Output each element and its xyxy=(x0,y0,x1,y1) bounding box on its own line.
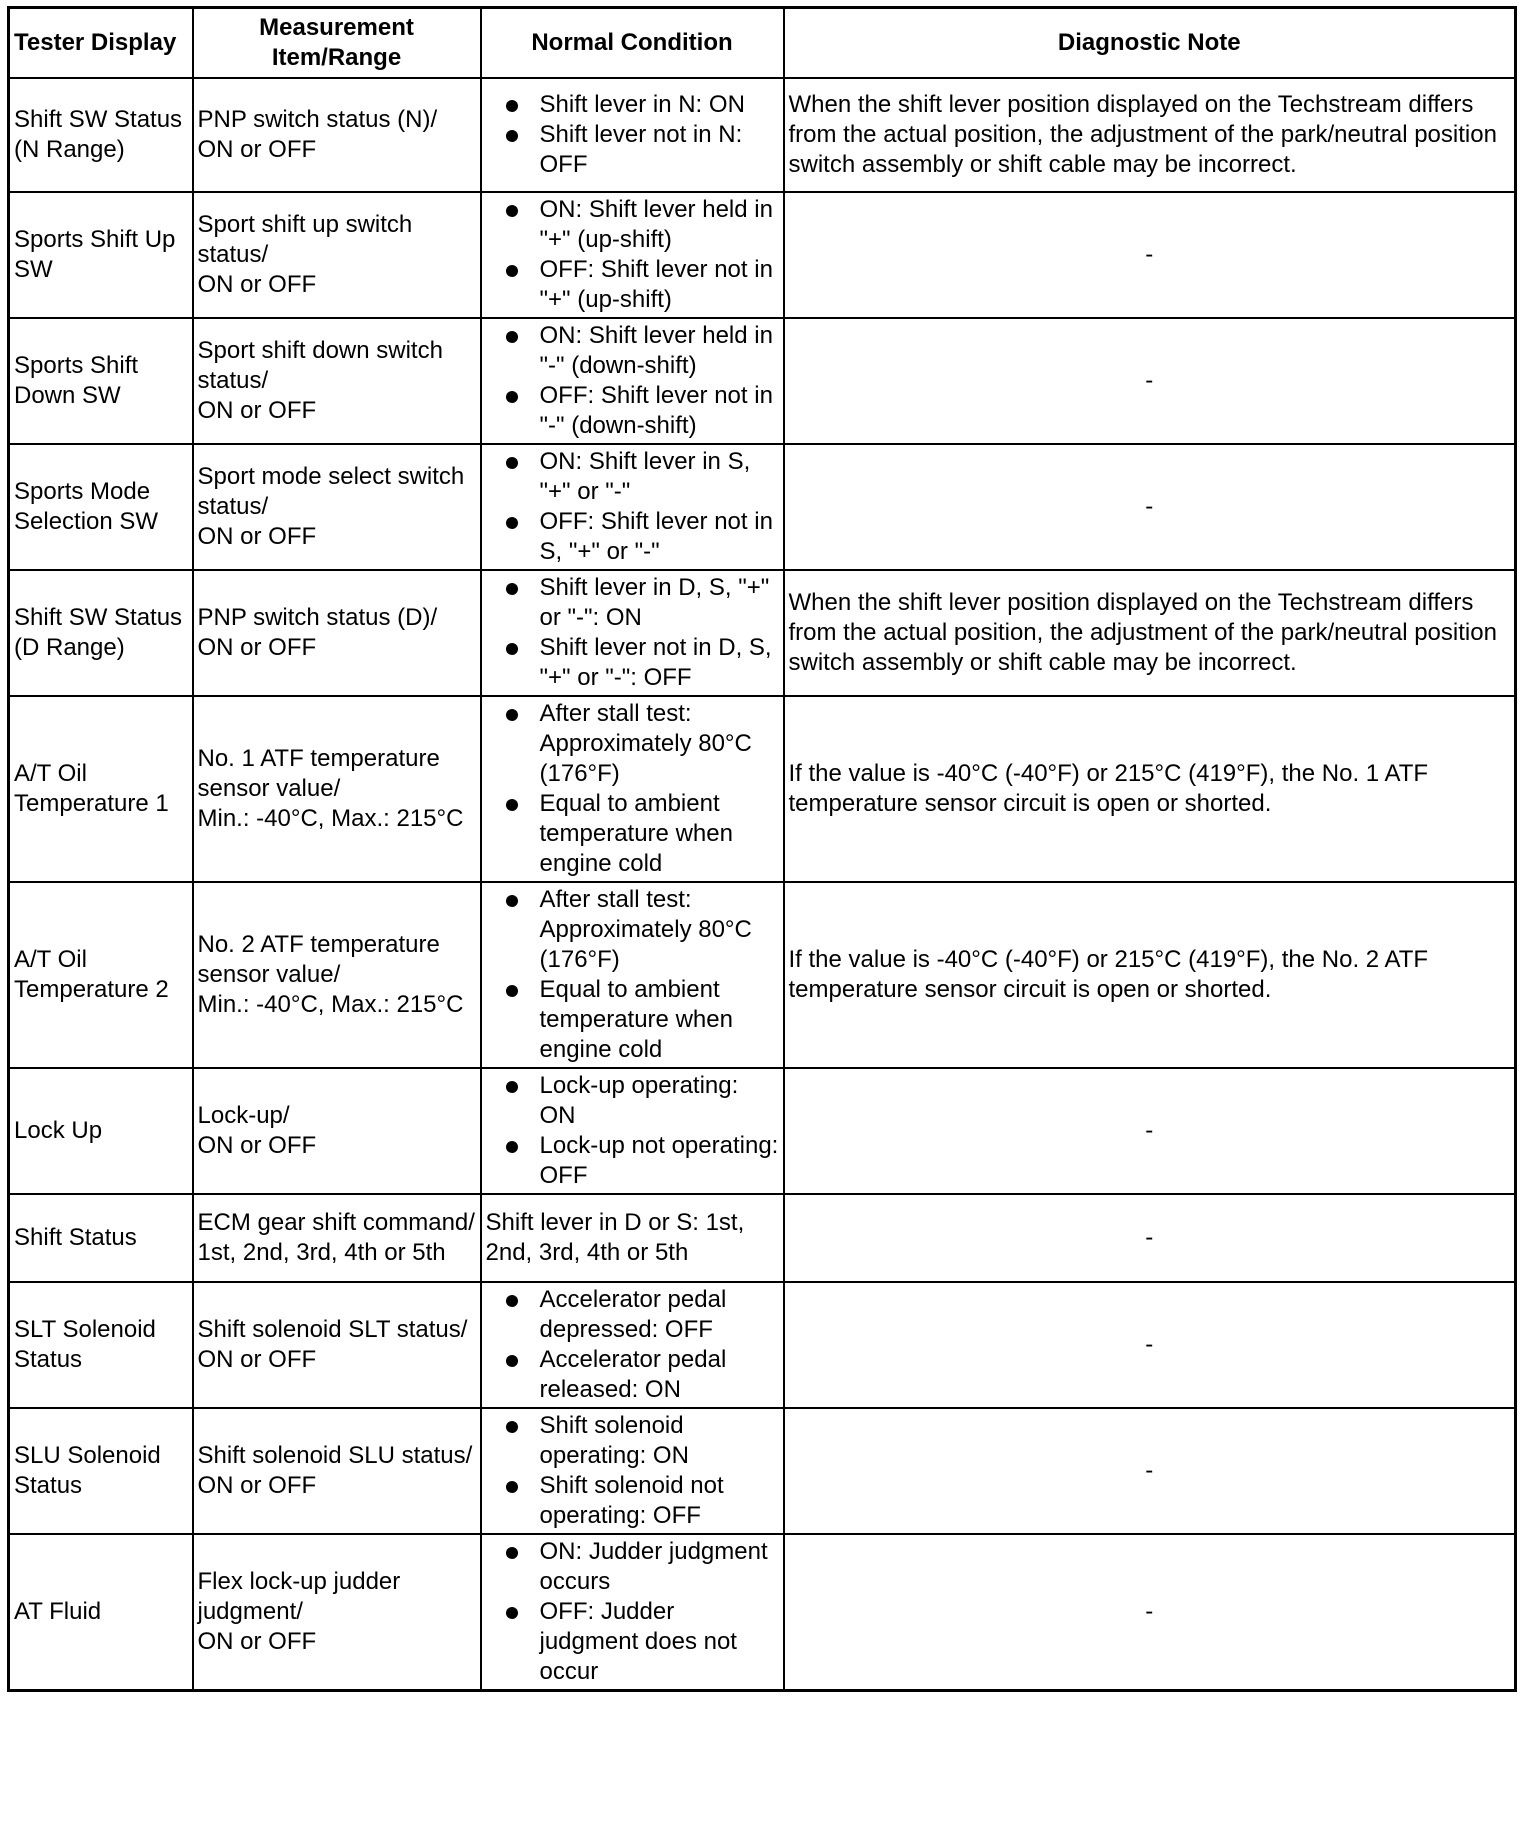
condition-item xyxy=(486,1597,779,1687)
normal-condition-cell xyxy=(481,570,784,696)
condition-item xyxy=(486,120,779,180)
condition-list xyxy=(486,699,779,879)
tester-display-cell: AT Fluid xyxy=(9,1534,193,1691)
bullet-icon xyxy=(506,1355,518,1367)
bullet-icon xyxy=(506,1607,518,1619)
bullet-icon xyxy=(506,1295,518,1307)
condition-text: Equal to ambient temperature when engine cold xyxy=(539,976,733,1063)
condition-text: Accelerator pedal released: ON xyxy=(539,1346,727,1403)
condition-text: After stall test: Approximately 80°C (176°F) xyxy=(539,886,752,973)
measurement-cell xyxy=(193,1282,481,1408)
table-row xyxy=(9,318,1516,444)
measurement-line: 1st, 2nd, 3rd, 4th or 5th xyxy=(197,1239,446,1266)
condition-list xyxy=(486,573,779,693)
table-row xyxy=(9,78,1516,192)
diagnostic-note-cell: When the shift lever position displayed on the Techstream differs from the actual position, the adjustment of the park/neutral position switch assembly or shift cable may be incorrect. xyxy=(784,570,1516,696)
condition-text: Equal to ambient temperature when engine cold xyxy=(539,790,733,877)
bullet-icon xyxy=(506,1081,518,1093)
condition-list xyxy=(486,885,779,1065)
measurement-line: ON or OFF xyxy=(197,1472,317,1499)
condition-list xyxy=(486,195,779,315)
table-row xyxy=(9,882,1516,1068)
measurement-line: ON or OFF xyxy=(197,136,317,163)
table-row xyxy=(9,570,1516,696)
measurement-line: No. 2 ATF temperature sensor value/ xyxy=(197,931,440,988)
measurement-cell xyxy=(193,444,481,570)
header-tester-display: Tester Display xyxy=(9,8,193,79)
measurement-line: ECM gear shift command/ xyxy=(197,1209,475,1236)
diagnostic-note-cell: If the value is -40°C (-40°F) or 215°C (419°F), the No. 2 ATF temperature sensor circuit is open or shorted. xyxy=(784,882,1516,1068)
condition-text: Shift lever not in D, S, "+" or "-": OFF xyxy=(539,634,772,691)
measurement-line: PNP switch status (N)/ xyxy=(197,106,438,133)
condition-item xyxy=(486,1537,779,1597)
tester-display-cell: Shift SW Status (N Range) xyxy=(9,78,193,192)
condition-item xyxy=(486,1411,779,1471)
condition-item xyxy=(486,633,779,693)
bullet-icon xyxy=(506,391,518,403)
tester-display-cell: Sports Shift Down SW xyxy=(9,318,193,444)
bullet-icon xyxy=(506,1141,518,1153)
tester-display-cell: Shift SW Status (D Range) xyxy=(9,570,193,696)
measurement-cell xyxy=(193,882,481,1068)
tester-display-cell: SLT Solenoid Status xyxy=(9,1282,193,1408)
table-row xyxy=(9,1194,1516,1282)
condition-list xyxy=(486,1285,779,1405)
measurement-line: ON or OFF xyxy=(197,397,317,424)
measurement-line: Shift solenoid SLU status/ xyxy=(197,1442,473,1469)
diagnostic-note-cell: - xyxy=(784,192,1516,318)
condition-text: Shift lever in N: ON xyxy=(539,91,745,118)
condition-text: OFF: Judder judgment does not occur xyxy=(539,1598,737,1685)
diagnostic-note-cell: - xyxy=(784,1194,1516,1282)
bullet-icon xyxy=(506,130,518,142)
normal-condition-cell xyxy=(481,696,784,882)
bullet-icon xyxy=(506,985,518,997)
condition-list xyxy=(486,90,779,180)
bullet-icon xyxy=(506,517,518,529)
measurement-line: ON or OFF xyxy=(197,1628,317,1655)
measurement-cell xyxy=(193,1194,481,1282)
bullet-icon xyxy=(506,265,518,277)
bullet-icon xyxy=(506,799,518,811)
measurement-line: Sport shift down switch status/ xyxy=(197,337,443,394)
table-row xyxy=(9,696,1516,882)
condition-item xyxy=(486,321,779,381)
normal-condition-cell xyxy=(481,192,784,318)
table-row xyxy=(9,1282,1516,1408)
header-measurement-item: Measurement Item/Range xyxy=(193,8,481,79)
condition-text: ON: Shift lever held in "-" (down-shift) xyxy=(539,322,773,379)
table-header-row xyxy=(9,8,1516,79)
condition-text: OFF: Shift lever not in S, "+" or "-" xyxy=(539,508,773,565)
bullet-icon xyxy=(506,643,518,655)
condition-text: Lock-up not operating: OFF xyxy=(539,1132,779,1189)
bullet-icon xyxy=(506,709,518,721)
bullet-icon xyxy=(506,1481,518,1493)
condition-item xyxy=(486,1345,779,1405)
condition-text: ON: Shift lever held in "+" (up-shift) xyxy=(539,196,773,253)
measurement-line: PNP switch status (D)/ xyxy=(197,604,438,631)
condition-text: OFF: Shift lever not in "-" (down-shift) xyxy=(539,382,773,439)
bullet-icon xyxy=(506,1421,518,1433)
data-list-table xyxy=(7,6,1517,1692)
measurement-line: ON or OFF xyxy=(197,634,317,661)
condition-list xyxy=(486,447,779,567)
condition-item xyxy=(486,699,779,789)
condition-text: After stall test: Approximately 80°C (176°F) xyxy=(539,700,752,787)
condition-text: Accelerator pedal depressed: OFF xyxy=(539,1286,727,1343)
measurement-line: Shift solenoid SLT status/ xyxy=(197,1316,468,1343)
normal-condition-cell xyxy=(481,78,784,192)
measurement-line: Sport mode select switch status/ xyxy=(197,463,465,520)
tester-display-cell: A/T Oil Temperature 2 xyxy=(9,882,193,1068)
measurement-cell xyxy=(193,1534,481,1691)
header-diagnostic-note: Diagnostic Note xyxy=(784,8,1516,79)
table-row xyxy=(9,444,1516,570)
condition-item xyxy=(486,1131,779,1191)
measurement-line: ON or OFF xyxy=(197,1132,317,1159)
diagnostic-note-cell: - xyxy=(784,1282,1516,1408)
tester-display-cell: Lock Up xyxy=(9,1068,193,1194)
condition-text: OFF: Shift lever not in "+" (up-shift) xyxy=(539,256,773,313)
condition-text: ON: Shift lever in S, "+" or "-" xyxy=(539,448,751,505)
diagnostic-note-cell: - xyxy=(784,1408,1516,1534)
header-normal-condition: Normal Condition xyxy=(481,8,784,79)
condition-item xyxy=(486,381,779,441)
condition-list xyxy=(486,1411,779,1531)
tester-display-cell: Shift Status xyxy=(9,1194,193,1282)
diagnostic-note-cell: - xyxy=(784,1068,1516,1194)
measurement-cell xyxy=(193,78,481,192)
normal-condition-cell xyxy=(481,444,784,570)
condition-item xyxy=(486,507,779,567)
measurement-cell xyxy=(193,192,481,318)
bullet-icon xyxy=(506,895,518,907)
condition-text: Shift lever not in N: OFF xyxy=(539,121,743,178)
condition-item xyxy=(486,195,779,255)
condition-item xyxy=(486,975,779,1065)
condition-item xyxy=(486,573,779,633)
measurement-line: ON or OFF xyxy=(197,523,317,550)
normal-condition-cell xyxy=(481,1282,784,1408)
normal-condition-cell xyxy=(481,318,784,444)
condition-list xyxy=(486,1537,779,1687)
condition-item xyxy=(486,1285,779,1345)
bullet-icon xyxy=(506,583,518,595)
table-row xyxy=(9,192,1516,318)
condition-text: Lock-up operating: ON xyxy=(539,1072,739,1129)
measurement-cell xyxy=(193,1068,481,1194)
condition-text: ON: Judder judgment occurs xyxy=(539,1538,768,1595)
diagnostic-note-cell: - xyxy=(784,444,1516,570)
normal-condition-cell xyxy=(481,1408,784,1534)
tester-display-cell: A/T Oil Temperature 1 xyxy=(9,696,193,882)
condition-list xyxy=(486,321,779,441)
condition-item xyxy=(486,1471,779,1531)
condition-text: Shift lever in D, S, "+" or "-": ON xyxy=(539,574,770,631)
measurement-cell xyxy=(193,570,481,696)
measurement-line: ON or OFF xyxy=(197,1346,317,1373)
table-row xyxy=(9,1068,1516,1194)
measurement-line: No. 1 ATF temperature sensor value/ xyxy=(197,745,440,802)
tester-display-cell: SLU Solenoid Status xyxy=(9,1408,193,1534)
bullet-icon xyxy=(506,1547,518,1559)
bullet-icon xyxy=(506,331,518,343)
measurement-line: Lock-up/ xyxy=(197,1102,290,1129)
measurement-line: ON or OFF xyxy=(197,271,317,298)
normal-condition-cell xyxy=(481,882,784,1068)
condition-item xyxy=(486,789,779,879)
diagnostic-note-cell: - xyxy=(784,1534,1516,1691)
diagnostic-note-cell: When the shift lever position displayed on the Techstream differs from the actual position, the adjustment of the park/neutral position switch assembly or shift cable may be incorrect. xyxy=(784,78,1516,192)
condition-item xyxy=(486,90,779,120)
normal-condition-cell: Shift lever in D or S: 1st, 2nd, 3rd, 4th or 5th xyxy=(481,1194,784,1282)
measurement-cell xyxy=(193,1408,481,1534)
measurement-line: Flex lock-up judder judgment/ xyxy=(197,1568,401,1625)
condition-item xyxy=(486,255,779,315)
condition-list xyxy=(486,1071,779,1191)
table-row xyxy=(9,1408,1516,1534)
measurement-line: Min.: -40°C, Max.: 215°C xyxy=(197,991,464,1018)
tester-display-cell: Sports Mode Selection SW xyxy=(9,444,193,570)
condition-text: Shift solenoid not operating: OFF xyxy=(539,1472,724,1529)
bullet-icon xyxy=(506,100,518,112)
measurement-cell xyxy=(193,318,481,444)
tester-display-cell: Sports Shift Up SW xyxy=(9,192,193,318)
measurement-line: Min.: -40°C, Max.: 215°C xyxy=(197,805,464,832)
bullet-icon xyxy=(506,205,518,217)
diagnostic-note-cell: If the value is -40°C (-40°F) or 215°C (419°F), the No. 1 ATF temperature sensor circuit is open or shorted. xyxy=(784,696,1516,882)
table-row xyxy=(9,1534,1516,1691)
condition-item xyxy=(486,1071,779,1131)
normal-condition-cell xyxy=(481,1534,784,1691)
diagnostic-note-cell: - xyxy=(784,318,1516,444)
condition-item xyxy=(486,885,779,975)
bullet-icon xyxy=(506,457,518,469)
condition-text: Shift solenoid operating: ON xyxy=(539,1412,689,1469)
normal-condition-cell xyxy=(481,1068,784,1194)
condition-item xyxy=(486,447,779,507)
measurement-line: Sport shift up switch status/ xyxy=(197,211,413,268)
measurement-cell xyxy=(193,696,481,882)
